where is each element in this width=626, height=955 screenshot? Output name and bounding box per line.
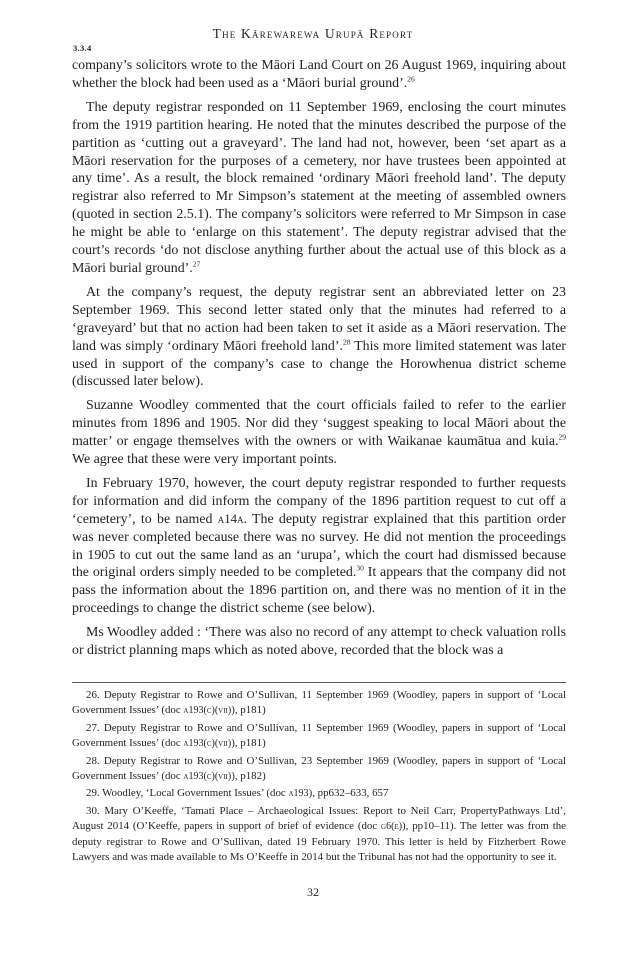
text-run: 29. Woodley, ‘Local Government Issues’ (doc <box>86 787 289 800</box>
doc-reference: a193(c)(vii) <box>183 704 232 716</box>
section-number: 3.3.4 <box>73 43 92 53</box>
text-run: Suzanne Woodley commented that the court officials failed to refer to the earlier minutes from 1896 and 1905. Nor did they ‘suggest speaking to local Māori about the matter’ or engage themselves with the owners or with Waikanae kaumātua and kuia. <box>72 398 566 450</box>
text-run: ), p182) <box>231 769 266 782</box>
doc-reference: a14a <box>217 511 244 526</box>
text-run: ), p181) <box>231 703 266 716</box>
text-run: Ms Woodley added : ‘There was also no record of any attempt to check valuation rolls or district planning maps which as noted above, recorded that the block was a <box>72 625 566 659</box>
footnote-item <box>72 721 566 752</box>
text-run: At the company’s request, the deputy registrar sent an abbreviated letter on 23 September 1969. This second letter stated only that the minutes had referred to a ‘graveyard’ but that no action had been taken to set it aside as a Māori reservation. The land was simply ‘ordinary Māori freehold land’. <box>72 284 566 354</box>
running-header-title: The Kārewarewa Urupā Report <box>212 26 414 41</box>
doc-reference: a193(c)(vii) <box>183 770 232 782</box>
footnote-item <box>72 688 566 719</box>
footnote-ref: 27 <box>192 259 201 269</box>
text-run: We agree that these were very important points. <box>72 452 338 468</box>
text-run: 26. Deputy Registrar to Rowe and O’Sullivan, 11 September 1969 (Woodley, papers in support of ‘Local Government Issues’ (doc <box>72 689 566 716</box>
doc-reference: a193(c)(vii) <box>183 737 232 749</box>
body-paragraph <box>72 397 566 469</box>
footnote-item <box>72 786 566 802</box>
page-number: 32 <box>307 885 319 899</box>
body-text <box>72 57 566 660</box>
body-paragraph <box>72 475 566 618</box>
text-run: company’s solicitors wrote to the Māori Land Court on 26 August 1969, inquiring about whether the block had been used as a ‘Māori burial ground’. <box>72 58 566 91</box>
text-run: 27. Deputy Registrar to Rowe and O’Sullivan, 11 September 1969 (Woodley, papers in support of ‘Local Government Issues’ (doc <box>72 721 566 749</box>
footnote-ref: 26 <box>407 74 415 84</box>
footnote-item <box>72 804 566 865</box>
footnote-ref: 29 <box>558 432 566 442</box>
footnotes <box>72 688 566 867</box>
text-run: This more limited statement was later used in support of the company’s case to change the Horowhenua district scheme (discussed later below). <box>72 338 566 390</box>
body-paragraph <box>72 57 566 93</box>
footnote-ref: 30 <box>356 563 364 573</box>
doc-reference: a193 <box>288 788 309 800</box>
text-run: It appears that the company did not pass the information about the 1896 partition on, and there was no mention of it in the proceedings to change the district scheme (see below). <box>72 565 566 617</box>
footnote-divider <box>72 682 566 683</box>
text-run: ), pp632–633, 657 <box>308 787 389 800</box>
body-paragraph <box>72 284 566 391</box>
text-run: The deputy registrar responded on 11 September 1969, enclosing the court minutes from the 1919 partition hearing. He noted that the minutes described the purpose of the partition as ‘cutting out a graveyard’. The land had not, however, been ‘set apart as a Māori reservation for the purposes of a cemetery, nor have trustees been appointed at any time’. As a result, the block remained ‘ordinary Māori freehold land’. The deputy registrar also referred to Mr Simpson’s statement at the meeting of assembled owners (quoted in section 2.5.1). The company’s solicitors were referred to Mr Simpson in case he might be able to ‘enlarge on this statement’. The deputy registrar advised that the court’s records ‘do not disclose anything further about the actual use of this block as a Māori burial ground’. <box>72 99 566 276</box>
text-run: . The deputy registrar explained that this partition order was never completed because there was no survey. He did not mention the proceedings in 1905 to cut out the same land as an ‘urupa’, which the court had dismissed because the original orders simply needed to be completed. <box>72 511 566 581</box>
text-run: In February 1970, however, the court deputy registrar responded to further requests for information and did inform the company of the 1896 partition request to cut off a ‘cemetery’, to be named <box>72 475 566 527</box>
text-run: ), pp10–11). The letter was from the deputy registrar to Rowe and O’Sullivan, dated 19 February 1970. This letter is held by Fitzherbert Rowe Lawyers and was made available to Ms O’Keeffe in 2014 but the Tribunal has not had the opportunity to see it. <box>72 820 566 864</box>
footnote-ref: 28 <box>342 336 351 346</box>
footnote-item <box>72 754 566 785</box>
body-paragraph <box>72 99 566 278</box>
text-run: 30. Mary O’Keeffe, ‘Tamati Place – Archaeological Issues: Report to Neil Carr, PropertyPathways Ltd’, August 2014 (O’Keeffe, papers in support of brief of evidence (doc <box>72 805 566 833</box>
body-paragraph <box>72 624 566 660</box>
text-run: ), p181) <box>231 736 266 749</box>
doc-reference: g6(e) <box>381 821 403 833</box>
text-run: 28. Deputy Registrar to Rowe and O’Sullivan, 23 September 1969 (Woodley, papers in support of ‘Local Government Issues’ (doc <box>72 754 566 782</box>
